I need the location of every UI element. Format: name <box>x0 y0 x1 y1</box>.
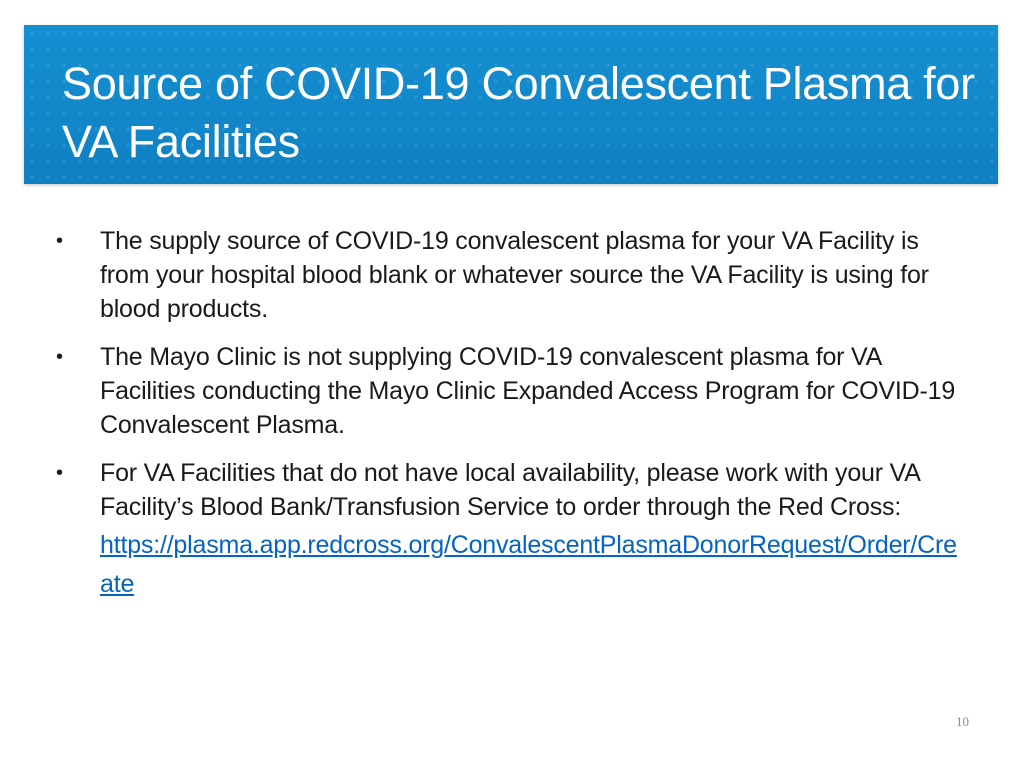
bullet-item-mayo-clinic <box>56 340 961 442</box>
bullet-text: The supply source of COVID-19 convalescent plasma for your VA Facility is from your hospital blood blank or whatever source the VA Facility is using for blood products. <box>100 227 929 323</box>
bullet-marker: • <box>56 462 63 484</box>
bullet-text: For VA Facilities that do not have local availability, please work with your VA Facility’s Blood Bank/Transfusion Service to order through the Red Cross: <box>100 459 920 521</box>
red-cross-order-link[interactable]: https://plasma.app.redcross.org/ConvalescentPlasmaDonorRequest/Order/Create <box>100 531 957 598</box>
title-banner <box>24 25 998 184</box>
bullet-marker: • <box>56 346 63 368</box>
bullet-text: The Mayo Clinic is not supplying COVID-19 convalescent plasma for VA Facilities conducting the Mayo Clinic Expanded Access Program for COVID-19 Convalescent Plasma. <box>100 343 956 439</box>
bullet-list <box>56 224 961 618</box>
bullet-marker: • <box>56 230 63 252</box>
page-number: 10 <box>956 714 969 729</box>
bullet-item-supply-source <box>56 224 961 326</box>
slide-title: Source of COVID-19 Convalescent Plasma for VA Facilities <box>62 58 975 167</box>
bullet-item-red-cross <box>56 456 961 604</box>
